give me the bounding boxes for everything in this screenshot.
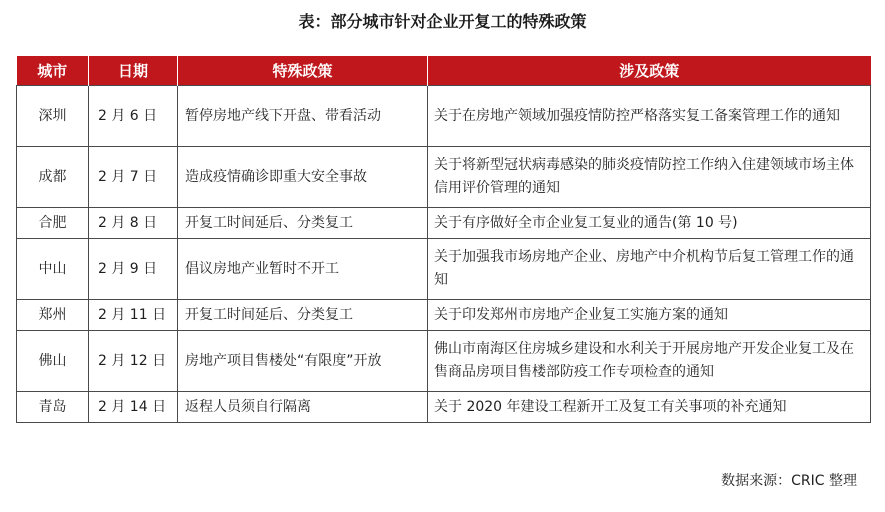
cell-city: 合肥 [17, 208, 89, 239]
cell-date: 2 月 11 日 [89, 300, 178, 331]
cell-date: 2 月 8 日 [89, 208, 178, 239]
header-special-policy: 特殊政策 [178, 56, 428, 86]
table-row [17, 208, 871, 239]
cell-special-policy: 开复工时间延后、分类复工 [178, 208, 428, 239]
table-row [17, 331, 871, 392]
cell-special-policy: 房地产项目售楼处“有限度”开放 [178, 331, 428, 392]
cell-related-policy: 佛山市南海区住房城乡建设和水利关于开展房地产开发企业复工及在售商品房项目售楼部防疫工作专项检查的通知 [428, 331, 871, 392]
cell-special-policy: 开复工时间延后、分类复工 [178, 300, 428, 331]
table-row [17, 392, 871, 423]
header-date: 日期 [89, 56, 178, 86]
cell-city: 佛山 [17, 331, 89, 392]
table-header-row [17, 56, 871, 86]
table-row [17, 300, 871, 331]
cell-city: 深圳 [17, 86, 89, 147]
cell-city: 青岛 [17, 392, 89, 423]
table-row [17, 86, 871, 147]
cell-date: 2 月 6 日 [89, 86, 178, 147]
cell-related-policy: 关于印发郑州市房地产企业复工实施方案的通知 [428, 300, 871, 331]
cell-related-policy: 关于 2020 年建设工程新开工及复工有关事项的补充通知 [428, 392, 871, 423]
header-city: 城市 [17, 56, 89, 86]
cell-related-policy: 关于将新型冠状病毒感染的肺炎疫情防控工作纳入住建领域市场主体信用评价管理的通知 [428, 147, 871, 208]
cell-city: 成都 [17, 147, 89, 208]
cell-special-policy: 造成疫情确诊即重大安全事故 [178, 147, 428, 208]
cell-related-policy: 关于有序做好全市企业复工复业的通告(第 10 号) [428, 208, 871, 239]
table-title: 表：部分城市针对企业开复工的特殊政策 [298, 12, 587, 31]
cell-date: 2 月 12 日 [89, 331, 178, 392]
cell-special-policy: 暂停房地产线下开盘、带看活动 [178, 86, 428, 147]
cell-city: 中山 [17, 239, 89, 300]
cell-related-policy: 关于在房地产领域加强疫情防控严格落实复工备案管理工作的通知 [428, 86, 871, 147]
cell-related-policy: 关于加强我市场房地产企业、房地产中介机构节后复工管理工作的通知 [428, 239, 871, 300]
data-source-note: 数据来源：CRIC 整理 [721, 473, 857, 489]
cell-special-policy: 倡议房地产业暂时不开工 [178, 239, 428, 300]
cell-date: 2 月 14 日 [89, 392, 178, 423]
cell-date: 2 月 9 日 [89, 239, 178, 300]
cell-special-policy: 返程人员须自行隔离 [178, 392, 428, 423]
header-related-policy: 涉及政策 [428, 56, 871, 86]
policy-table [16, 56, 871, 423]
table-row [17, 239, 871, 300]
table-row [17, 147, 871, 208]
cell-date: 2 月 7 日 [89, 147, 178, 208]
cell-city: 郑州 [17, 300, 89, 331]
